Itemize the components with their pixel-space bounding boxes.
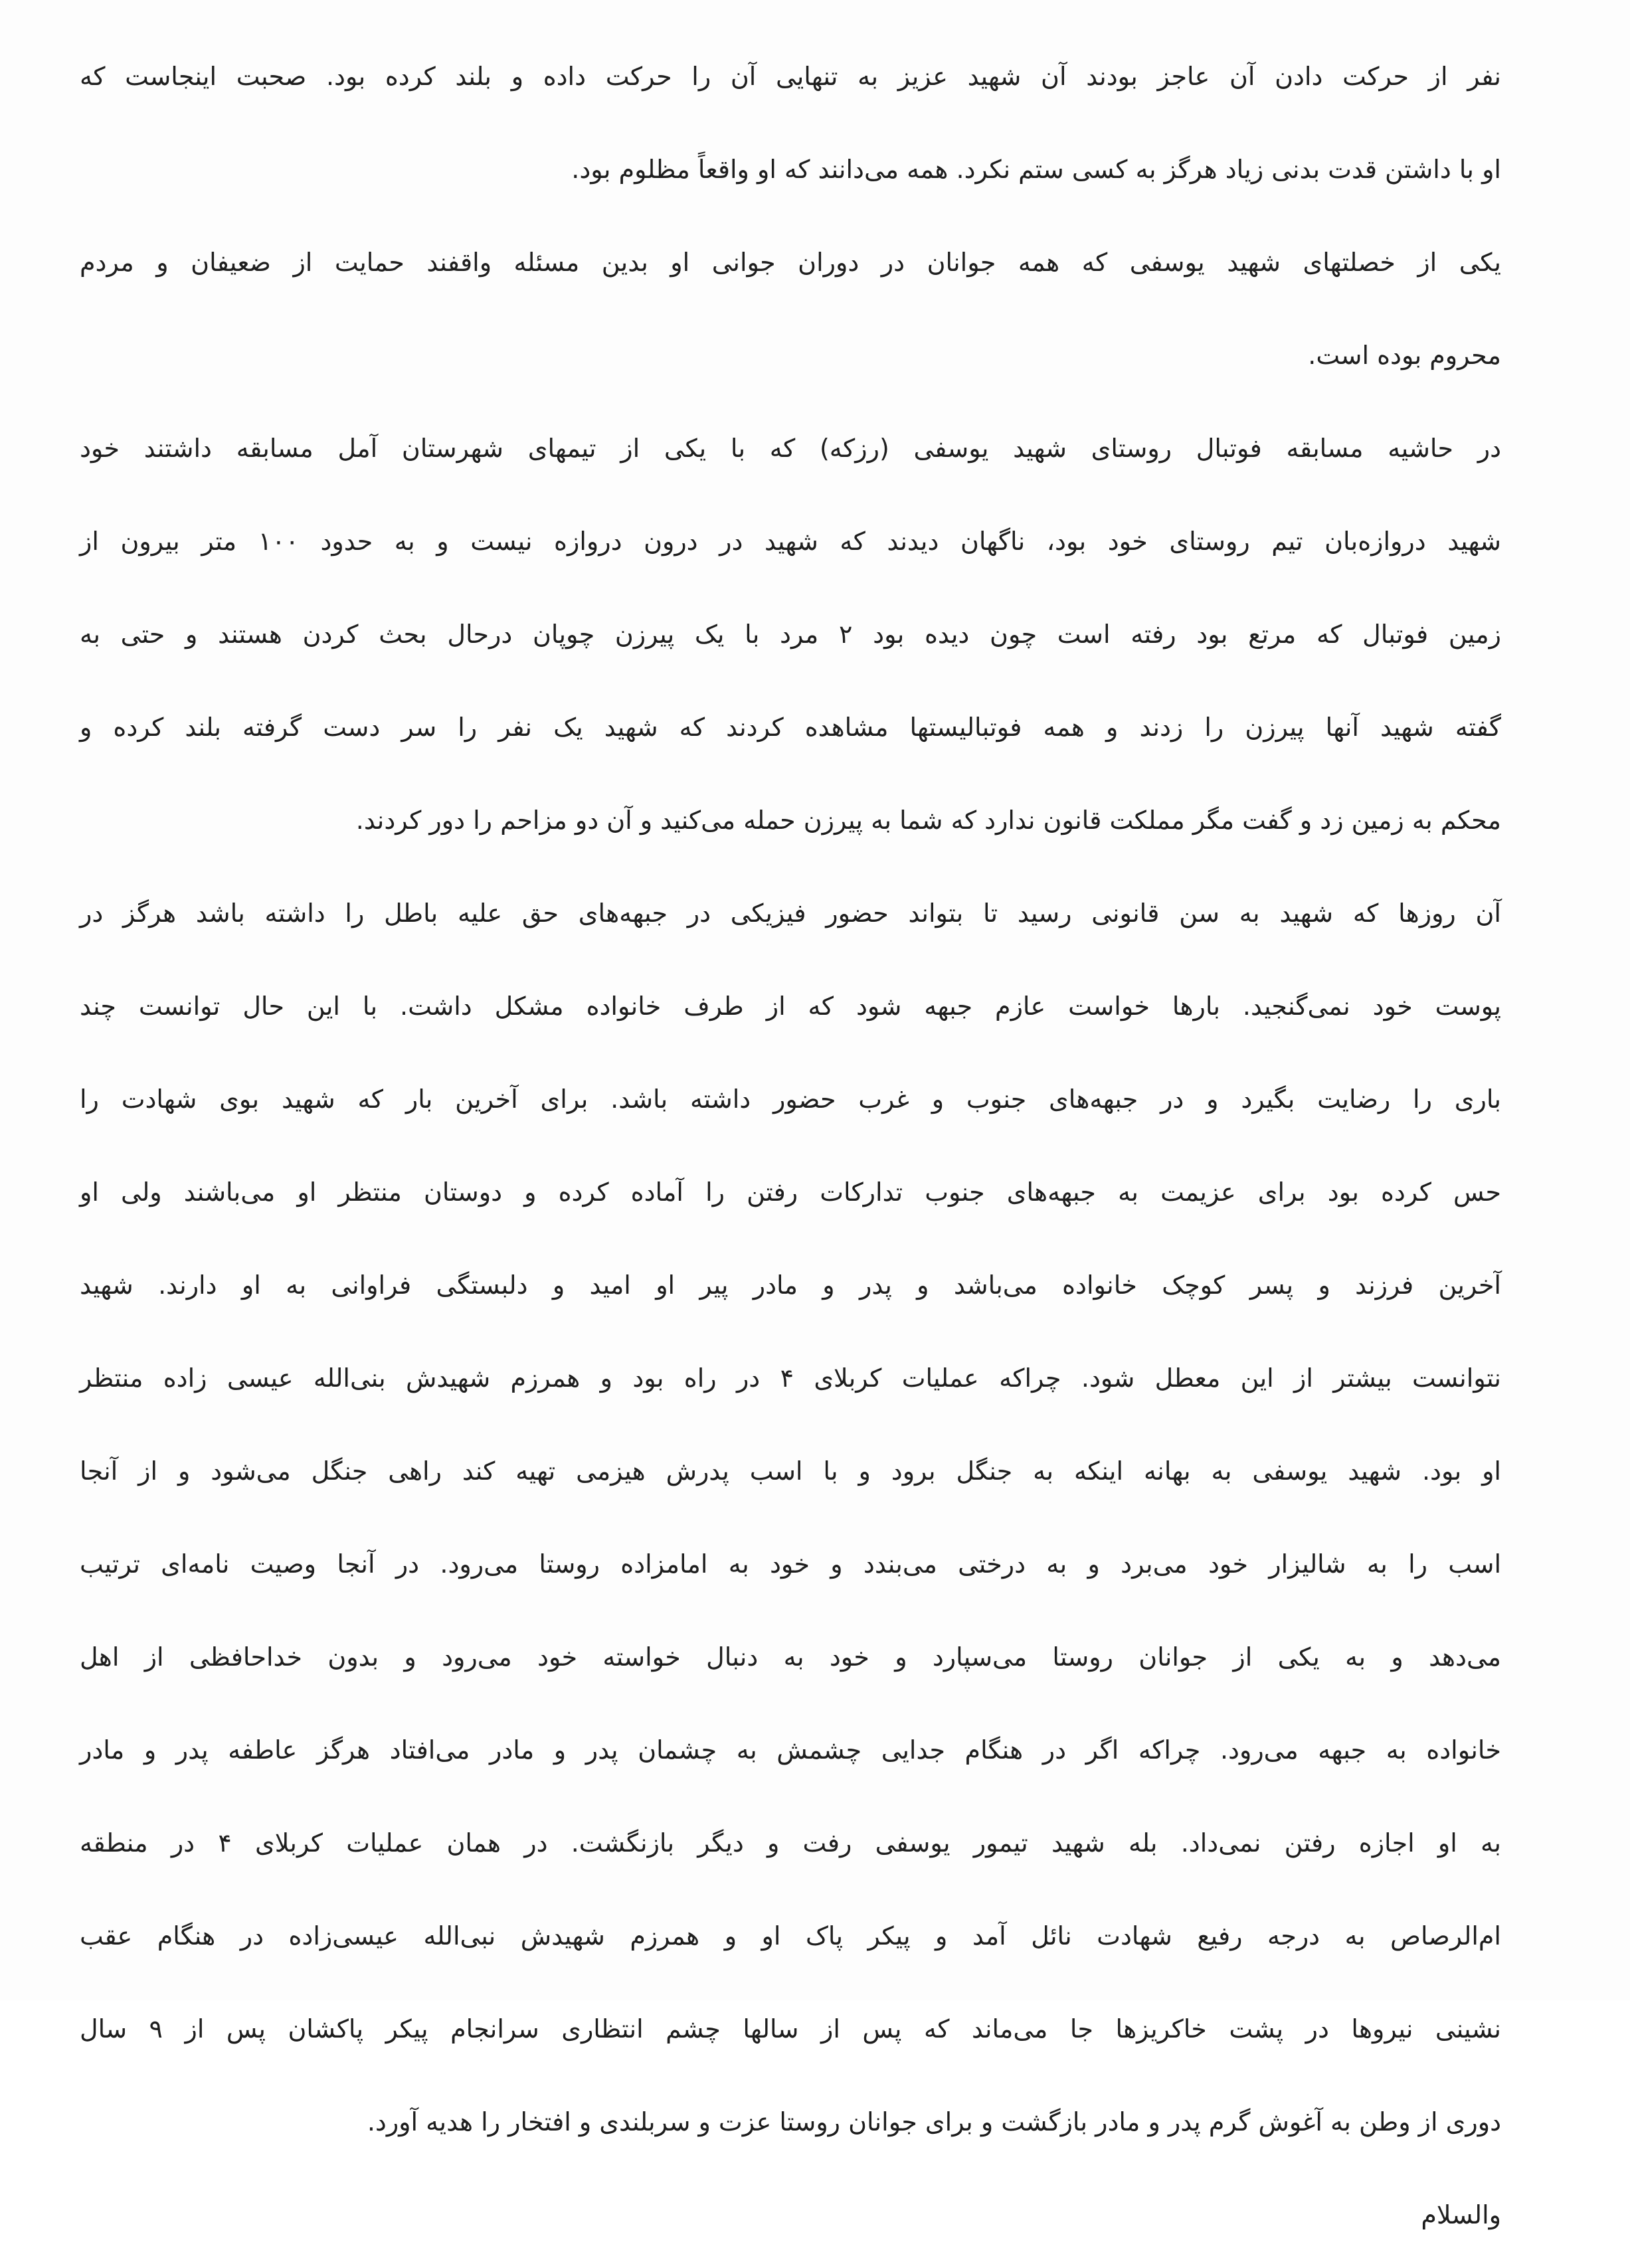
text-line: دوری از وطن به آغوش گرم پدر و مادر بازگشت و برای جوانان روستا عزت و سربلندی و افتخار را هدیه آورد. xyxy=(367,2107,1501,2137)
text-line: خانواده به جبهه می‌رود. چراکه اگر در هنگام جدایی چشمش به چشمان پدر و مادر می‌افتاد هرگز عاطفه پدر و مادر xyxy=(80,1735,1501,1765)
text-line: یکی از خصلتهای شهید یوسفی که همه جوانان در دوران جوانی او بدین مسئله واقفند حمایت از ضعیفان و مردم xyxy=(80,248,1501,277)
text-line: محروم بوده است. xyxy=(1308,341,1501,370)
text-line: نفر از حرکت دادن آن عاجز بودند آن شهید عزیز به تنهایی آن را حرکت داده و بلند کرده بود. صحبت اینجاست که xyxy=(80,62,1501,91)
text-line: می‌دهد و به یکی از جوانان روستا می‌سپارد و خود به دنبال خواسته خود می‌رود و بدون خداحافظی از اهل xyxy=(80,1642,1501,1672)
text-line: باری را رضایت بگیرد و در جبهه‌های جنوب و غرب حضور داشته باشد. برای آخرین بار که شهید بوی شهادت را xyxy=(80,1085,1501,1114)
text-line: حس کرده بود برای عزیمت به جبهه‌های جنوب تدارکات رفتن را آماده کرده و دوستان منتظر او می‌باشند ولی او xyxy=(80,1178,1501,1207)
text-line: نشینی نیروها در پشت خاکریزها جا می‌ماند که پس از سالها چشم انتظاری سرانجام پیکر پاکشان پس از ۹ سال xyxy=(80,2014,1501,2044)
text-line: آخرین فرزند و پسر کوچک خانواده می‌باشد و پدر و مادر پیر او امید و دلبستگی فراوانی به او دارند. شهید xyxy=(80,1270,1501,1300)
text-line: گفته شهید آنها پیرزن را زدند و همه فوتبالیستها مشاهده کردند که شهید یک نفر را سر دست گرفته بلند کرده و xyxy=(80,713,1501,742)
text-line: به او اجازه رفتن نمی‌داد. بله شهید تیمور یوسفی رفت و دیگر بازنگشت. در همان عملیات کربلای ۴ در منطقه xyxy=(80,1828,1501,1858)
text-line: در حاشیه مسابقه فوتبال روستای شهید یوسفی (رزکه) که با یکی از تیمهای شهرستان آمل مسابقه داشتند خود xyxy=(80,434,1501,463)
text-line: محکم به زمین زد و گفت مگر مملکت قانون ندارد که شما به پیرزن حمله می‌کنید و آن دو مزاحم را دور کردند. xyxy=(355,806,1501,835)
text-line: او با داشتن قدت بدنی زیاد هرگز به کسی ستم نکرد. همه می‌دانند که او واقعاً مظلوم بود. xyxy=(571,155,1501,184)
text-line: شهید دروازه‌بان تیم روستای خود بود، ناگهان دیدند که شهید در درون دروازه نیست و به حدود ۱۰۰ متر بیرون از xyxy=(80,527,1501,556)
text-line: پوست خود نمی‌گنجید. بارها خواست عازم جبهه شود که از طرف خانواده مشکل داشت. با این حال توانست چند xyxy=(80,992,1501,1021)
text-line: آن روزها که شهید به سن قانونی رسید تا بتواند حضور فیزیکی در جبهه‌های حق علیه باطل را داشته باشد هرگز در xyxy=(80,899,1501,928)
text-line: زمین فوتبال که مرتع بود رفته است چون دیده بود ۲ مرد با یک پیرزن چوپان درحال بحث کردن هستند و حتی به xyxy=(80,620,1501,649)
text-line: او بود. شهید یوسفی به بهانه اینکه به جنگل برود و با اسب پدرش هیزمی تهیه کند راهی جنگل می‌شود و از آنجا xyxy=(80,1456,1501,1486)
text-line: اسب را به شالیزار خود می‌برد و به درختی می‌بندد و خود به امامزاده روستا می‌رود. در آنجا وصیت نامه‌ای ترتیب xyxy=(80,1549,1501,1579)
document-body xyxy=(80,37,1501,2268)
text-line: نتوانست بیشتر از این معطل شود. چراکه عملیات کربلای ۴ در راه بود و همرزم شهیدش بنی‌الله عیسی زاده منتظر xyxy=(80,1363,1501,1393)
text-line: ام‌الرصاص به درجه رفیع شهادت نائل آمد و پیکر پاک او و همرزم شهیدش نبی‌الله عیسی‌زاده در هنگام عقب xyxy=(80,1921,1501,1951)
closing-salutation: والسلام xyxy=(1421,2200,1501,2229)
